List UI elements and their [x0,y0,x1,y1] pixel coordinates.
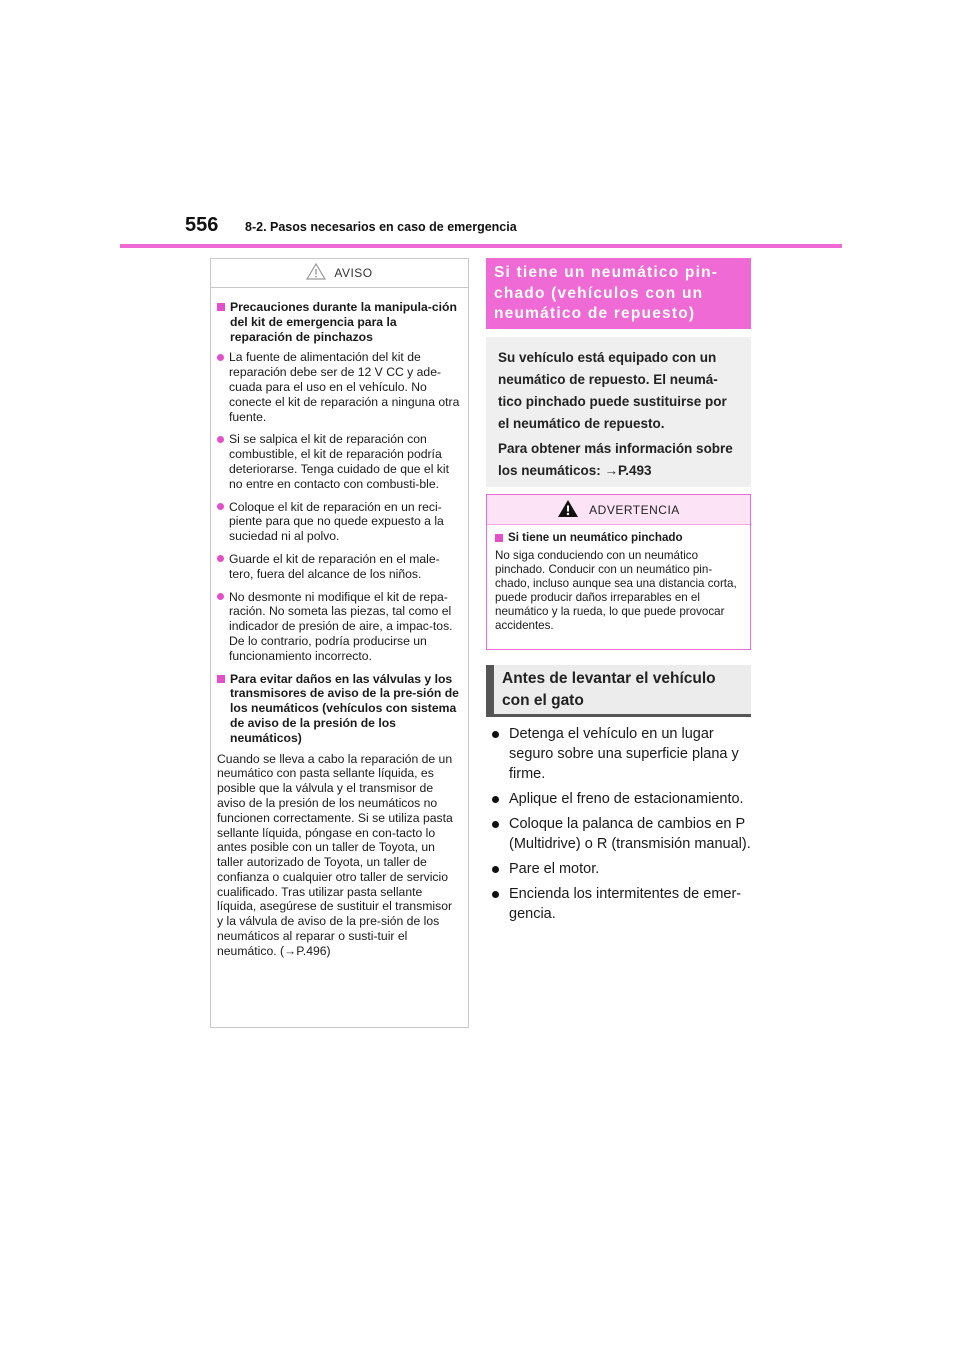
aviso-bullet [217,552,460,582]
aviso-bullet-text: Guarde el kit de reparación en el male-tero, fuera del alcance de los niños. [229,551,440,581]
dot-bullet-icon [217,354,224,361]
dot-bullet-icon [492,866,499,873]
step-text: Pare el motor. [509,861,600,877]
list-item [492,859,754,879]
list-item [492,724,754,784]
section-title: 8-2. Pasos necesarios en caso de emergencia [245,220,517,234]
list-item [492,789,754,809]
step-text: Aplique el freno de estacionamiento. [509,791,744,807]
spare-tire-heading: Si tiene un neumático pin-chado (vehículos con un neumático de repuesto) [486,258,751,329]
list-item [492,814,754,854]
advertencia-title: ADVERTENCIA [589,502,680,517]
aviso-heading-2 [217,672,460,746]
spare-info-p2: Para obtener más información sobre los neumáticos: →P.493 [498,441,733,478]
jack-heading: Antes de levantar el vehículo con el gato [486,665,751,717]
square-bullet-icon [217,303,225,311]
caution-triangle-icon [306,263,326,283]
aviso-heading-2-text: Para evitar daños en las válvulas y los transmisores de aviso de la pre-sión de los neumáticos (vehículos con sistema de aviso de la presión de los neumáticos) [230,671,459,745]
aviso-bullet [217,350,460,424]
aviso-bullet [217,500,460,544]
aviso-heading-1 [217,300,460,344]
dot-bullet-icon [492,796,499,803]
spare-info-p1: Su vehículo está equipado con un neumático de repuesto. El neumá-tico pinchado puede sustituirse por el neumático de repuesto. [498,350,727,431]
dot-bullet-icon [492,891,499,898]
step-text: Coloque la palanca de cambios en P (Multidrive) o R (transmisión manual). [509,816,751,852]
aviso-bullet-text: Si se salpica el kit de reparación con combustible, el kit de reparación podría deteriorarse. Tenga cuidado de que el kit no entre en contacto con combusti-ble. [229,432,449,491]
header-rule [120,244,842,248]
advertencia-box [486,494,751,650]
list-item [492,884,754,924]
aviso-bullet [217,432,460,491]
jack-step-list [492,724,754,929]
advertencia-heading [495,531,742,545]
aviso-bullet-text: Coloque el kit de reparación en un reci-piente para que no quede expuesto a la suciedad ni al polvo. [229,499,444,544]
dot-bullet-icon [492,731,499,738]
square-bullet-icon [217,675,225,683]
aviso-bullet-text: La fuente de alimentación del kit de reparación debe ser de 12 V CC y ade-cuada para el uso en el vehículo. No conecte el kit de reparación a ninguna otra fuente. [229,350,460,424]
advertencia-header [487,495,750,525]
square-bullet-icon [495,534,503,542]
advertencia-paragraph: No siga conduciendo con un neumático pinchado. Conducir con un neumático pin-chado, incluso aunque sea una distancia corta, puede producir daños irreparables en el neumático y la rueda, lo que puede provocar accidentes. [495,549,737,632]
advertencia-heading-text: Si tiene un neumático pinchado [508,531,683,544]
dot-bullet-icon [217,503,224,510]
page-number: 556 [185,214,219,236]
dot-bullet-icon [217,436,224,443]
aviso-bullet-text: No desmonte ni modifique el kit de repa-ración. No someta las piezas, tal como el indicador de presión de aire, a impac-tos. De lo contrario, podría producirse un funcionamiento incorrecto. [229,589,453,663]
aviso-heading-1-text: Precauciones durante la manipula-ción del kit de emergencia para la reparación de pinchazos [230,300,457,344]
dot-bullet-icon [492,821,499,828]
spare-info-box [486,337,751,487]
dot-bullet-icon [217,593,224,600]
aviso-bullet [217,590,460,664]
aviso-paragraph: Cuando se lleva a cabo la reparación de un neumático con pasta sellante líquida, es posible que la válvula y el transmisor de aviso de la presión de los neumáticos no funcionen correctamente. Si se utiliza pasta sellante líquida, póngase en con-tacto lo antes posible con un taller de Toyota, un taller autorizado de Toyota, un taller de confianza o cualquier otro taller de servicio cualificado. Tras utilizar pasta sellante líquida, asegúrese de sustituir el transmisor y la válvula de aviso de la pre-sión de los neumáticos al reparar o susti-tuir el neumático. (→P.496) [217,751,453,958]
step-text: Encienda los intermitentes de emer-gencia. [509,886,742,922]
step-text: Detenga el vehículo en un lugar seguro sobre una superficie plana y firme. [509,726,739,782]
aviso-box [210,258,469,1028]
warning-triangle-icon [557,499,579,521]
dot-bullet-icon [217,555,224,562]
aviso-header [211,259,468,288]
aviso-title: AVISO [334,266,373,280]
